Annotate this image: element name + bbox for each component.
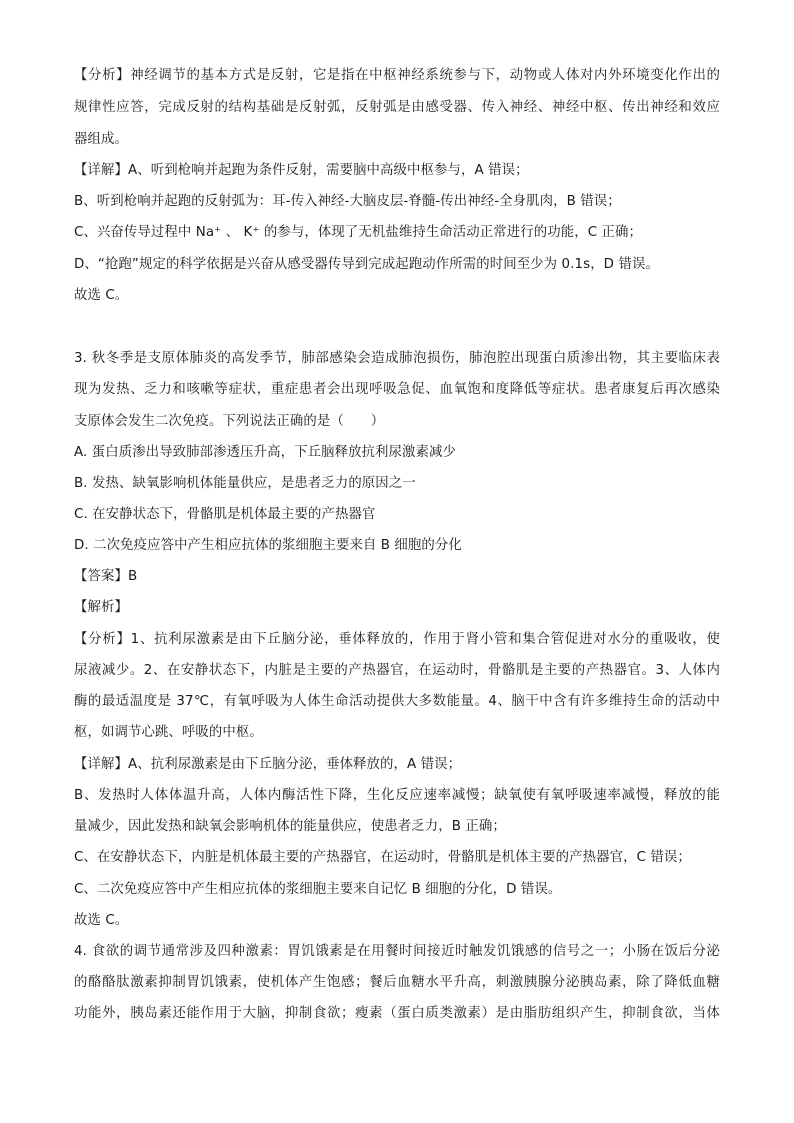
q3-analysis-line-4: 枢，如调节心跳、呼吸的中枢。: [74, 725, 263, 740]
q3-detail-b-1: B、发热时人体体温升高，人体内酶活性下降，生化反应速率减慢；缺氧使有氧呼吸速率减慢，释放的能: [74, 788, 720, 803]
option-d: D. 二次免疫应答中产生相应抗体的浆细胞主要来自 B 细胞的分化: [74, 538, 462, 553]
question-3-line-1: 3. 秋冬季是支原体肺炎的高发季节，肺部感染会造成肺泡损伤，肺泡腔出现蛋白质渗出物，其主要临床表: [74, 351, 720, 366]
detail-line-b: B、听到枪响并起跑的反射弧为：耳-传入神经-大脑皮层-脊髓-传出神经-全身肌肉，B 错误；: [74, 194, 621, 209]
analysis-line-3: 器组成。: [74, 132, 128, 147]
question-4-line-1: 4. 食欲的调节通常涉及四种激素：胃饥饿素是在用餐时间接近时触发饥饿感的信号之一；小肠在饭后分泌: [74, 944, 720, 959]
q3-detail-b-2: 量减少，因此发热和缺氧会影响机体的能量供应，使患者乏力，B 正确；: [74, 819, 506, 834]
option-a: A. 蛋白质渗出导致肺部渗透压升高，下丘脑释放抗利尿激素减少: [74, 445, 456, 460]
detail-line-a: 【详解】A、听到枪响并起跑为条件反射，需要脑中高级中枢参与，A 错误；: [74, 163, 529, 178]
answer-choice-line: 故选 C。: [74, 288, 129, 303]
q3-analysis-line-3: 酶的最适温度是 37℃，有氧呼吸为人体生命活动提供大多数能量。4、脑干中含有许多维持生命的活动中: [74, 694, 720, 709]
q3-answer-choice: 故选 C。: [74, 913, 129, 928]
analysis-line-1: 【分析】神经调节的基本方式是反射，它是指在中枢神经系统参与下，动物或人体对内外环境变化作出的: [74, 68, 720, 83]
question-4-line-2: 的酪酪肽激素抑制胃饥饿素，使机体产生饱感；餐后血糖水平升高，刺激胰腺分泌胰岛素，除了降低血糖: [74, 975, 720, 990]
q3-detail-a: 【详解】A、抗利尿激素是由下丘脑分泌，垂体释放的，A 错误；: [74, 757, 462, 772]
detail-line-d: D、“抢跑”规定的科学依据是兴奋从感受器传导到完成起跑动作所需的时间至少为 0.1s，D 错误。: [74, 257, 659, 272]
answer-label: 【答案】B: [74, 569, 138, 584]
option-b: B. 发热、缺氧影响机体能量供应，是患者乏力的原因之一: [74, 476, 416, 491]
question-3-line-3: 支原体会发生二次免疫。下列说法正确的是（ ）: [74, 414, 385, 429]
explanation-label: 【解析】: [74, 600, 128, 615]
question-4-line-3: 功能外，胰岛素还能作用于大脑，抑制食欲；瘦素（蛋白质类激素）是由脂肪组织产生，抑制食欲，当体: [74, 1006, 720, 1021]
q3-detail-c: C、在安静状态下，内脏是机体最主要的产热器官，在运动时，骨骼肌是机体主要的产热器官，C 错误；: [74, 850, 691, 865]
option-c: C. 在安静状态下，骨骼肌是机体最主要的产热器官: [74, 507, 376, 522]
question-3-line-2: 现为发热、乏力和咳嗽等症状，重症患者会出现呼吸急促、血氧饱和度降低等症状。患者康复后再次感染: [74, 382, 720, 397]
detail-line-c: C、兴奋传导过程中 Na⁺ 、 K⁺ 的参与，体现了无机盐维持生命活动正常进行的功能，C 正确；: [74, 225, 642, 240]
q3-detail-d: C、二次免疫应答中产生相应抗体的浆细胞主要来自记忆 B 细胞的分化，D 错误。: [74, 882, 562, 897]
q3-analysis-line-1: 【分析】1、抗利尿激素是由下丘脑分泌，垂体释放的，作用于肾小管和集合管促进对水分的重吸收，使: [74, 632, 720, 647]
q3-analysis-line-2: 尿液减少。2、在安静状态下，内脏是主要的产热器官，在运动时，骨骼肌是主要的产热器官。3、人体内: [74, 663, 720, 678]
analysis-line-2: 规律性应答，完成反射的结构基础是反射弧，反射弧是由感受器、传入神经、神经中枢、传出神经和效应: [74, 100, 720, 115]
